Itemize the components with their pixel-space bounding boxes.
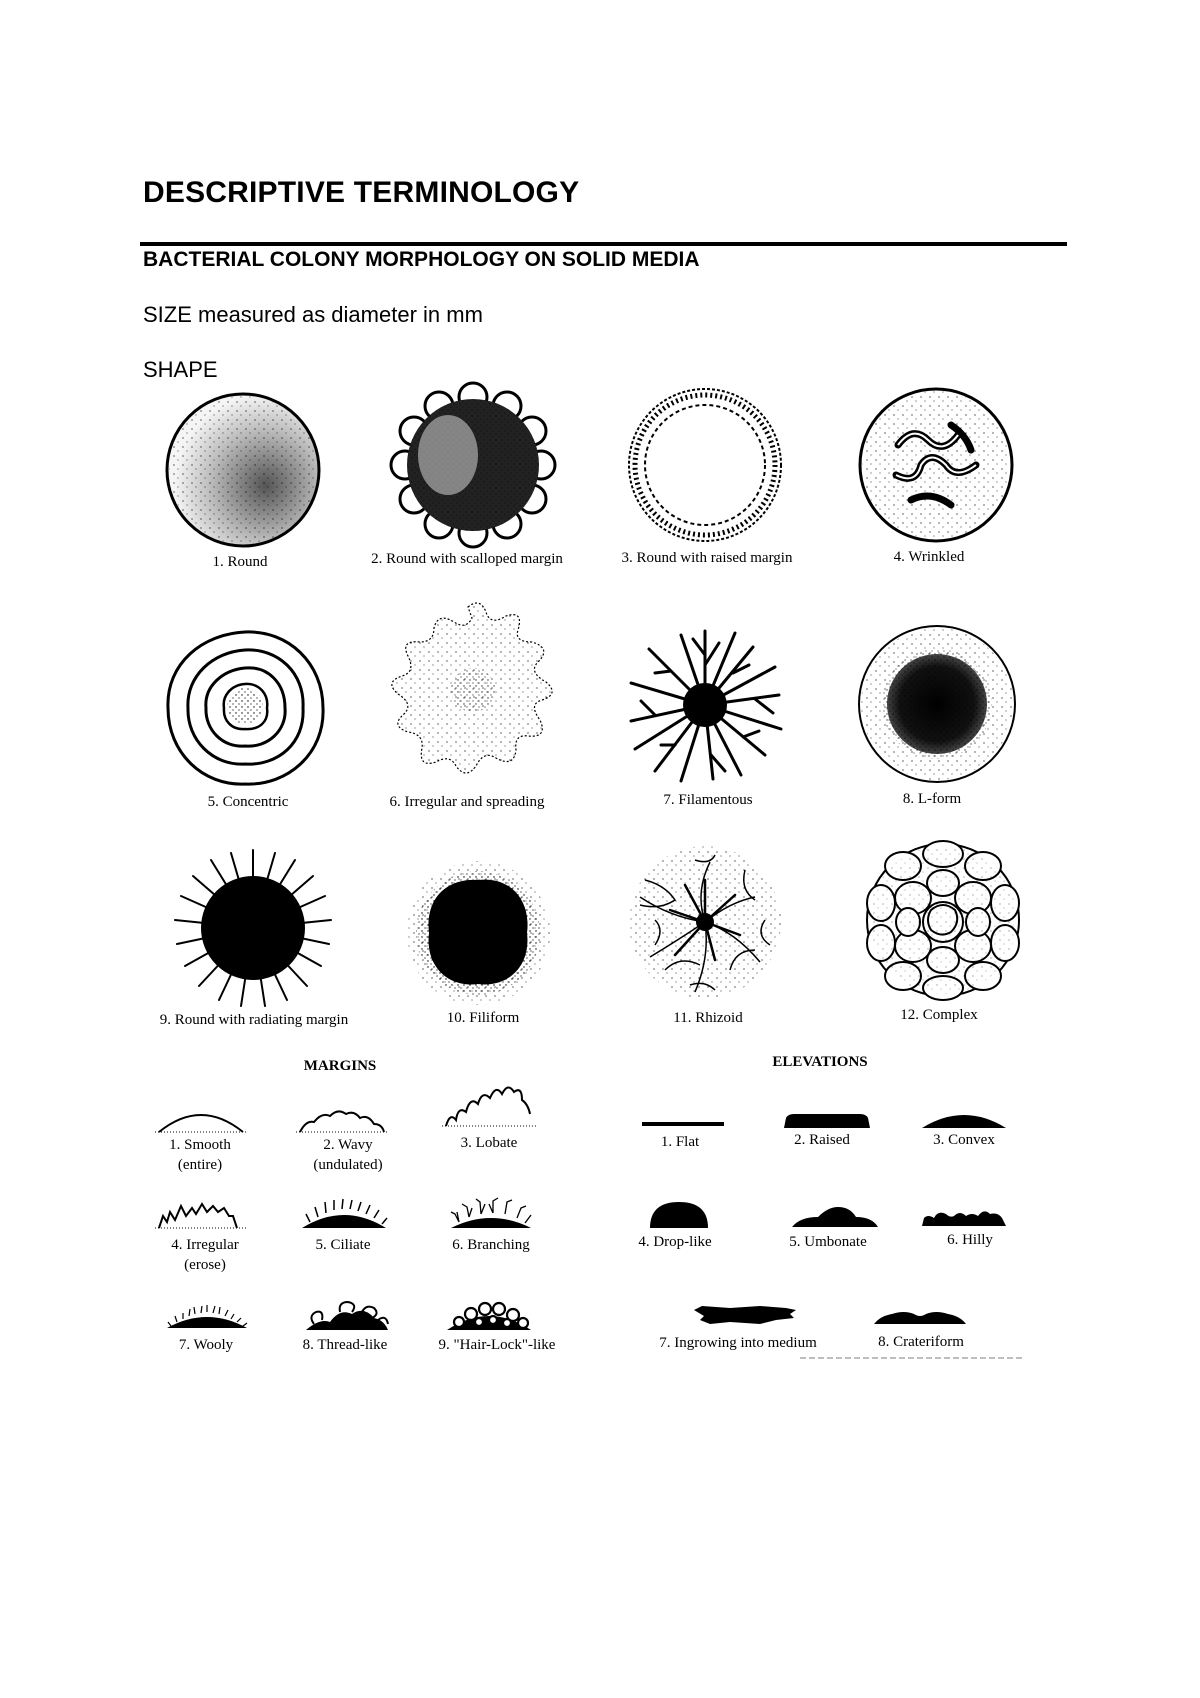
margin-caption-wooly: 7. Wooly bbox=[178, 1337, 234, 1353]
figure-bottom-edge bbox=[800, 1356, 1025, 1360]
margins-heading: MARGINS bbox=[303, 1058, 377, 1074]
margin-smooth-illustration bbox=[155, 1104, 247, 1134]
shape-complex-illustration bbox=[863, 838, 1023, 1003]
elevation-caption-convex: 3. Convex bbox=[933, 1132, 995, 1148]
margin-hair-lock-illustration bbox=[443, 1296, 535, 1332]
page-title: DESCRIPTIVE TERMINOLOGY bbox=[143, 176, 580, 209]
section-subtitle: BACTERIAL COLONY MORPHOLOGY ON SOLID MEDIA bbox=[143, 248, 700, 271]
margin-caption-hair-lock: 9. "Hair-Lock"-like bbox=[438, 1337, 556, 1353]
elevation-caption-umbonate: 5. Umbonate bbox=[789, 1234, 867, 1250]
margin-caption-ciliate: 5. Ciliate bbox=[315, 1237, 371, 1253]
shape-caption-filamentous: 7. Filamentous bbox=[663, 792, 753, 808]
margin-caption-lobate: 3. Lobate bbox=[460, 1135, 518, 1151]
elevation-caption-crateriform: 8. Crateriform bbox=[878, 1334, 964, 1350]
elevation-caption-ingrowing: 7. Ingrowing into medium bbox=[659, 1335, 817, 1351]
elevation-hilly-illustration bbox=[920, 1208, 1008, 1228]
margin-ciliate-illustration bbox=[298, 1198, 390, 1230]
elevation-caption-hilly: 6. Hilly bbox=[947, 1232, 993, 1248]
elevation-ingrowing-illustration bbox=[690, 1302, 800, 1328]
shape-caption-concentric: 5. Concentric bbox=[207, 794, 289, 810]
shape-caption-round: 1. Round bbox=[212, 554, 268, 570]
elevation-crateriform-illustration bbox=[872, 1306, 968, 1326]
elevation-caption-drop-like: 4. Drop-like bbox=[638, 1234, 712, 1250]
margin-thread-like-illustration bbox=[300, 1300, 392, 1332]
shape-raised-margin-illustration bbox=[625, 385, 785, 545]
title-divider bbox=[140, 242, 1067, 246]
margin-wavy-illustration bbox=[296, 1104, 388, 1134]
shape-irregular-spreading-illustration bbox=[373, 595, 568, 785]
shape-caption-raised-margin: 3. Round with raised margin bbox=[621, 550, 793, 566]
shape-l-form-illustration bbox=[856, 623, 1018, 785]
margin-caption-thread-like: 8. Thread-like bbox=[302, 1337, 388, 1353]
elevation-convex-illustration bbox=[920, 1108, 1008, 1130]
shape-caption-scalloped: 2. Round with scalloped margin bbox=[371, 551, 563, 567]
elevation-caption-raised: 2. Raised bbox=[794, 1132, 850, 1148]
shape-round-illustration bbox=[163, 390, 323, 550]
margin-caption-irregular: 4. Irregular (erose) bbox=[171, 1237, 239, 1273]
shape-caption-wrinkled: 4. Wrinkled bbox=[893, 549, 965, 565]
elevation-raised-illustration bbox=[782, 1112, 872, 1130]
shape-caption-irregular-spreading: 6. Irregular and spreading bbox=[389, 794, 545, 810]
elevation-drop-like-illustration bbox=[648, 1200, 710, 1230]
elevations-heading: ELEVATIONS bbox=[772, 1054, 868, 1070]
elevation-flat-illustration bbox=[640, 1118, 726, 1130]
shape-caption-complex: 12. Complex bbox=[900, 1007, 978, 1023]
margin-caption-smooth: 1. Smooth (entire) bbox=[169, 1137, 231, 1173]
margin-caption-wavy: 2. Wavy (undulated) bbox=[313, 1137, 383, 1173]
shape-caption-filiform: 10. Filiform bbox=[446, 1010, 520, 1026]
shape-caption-radiating-margin: 9. Round with radiating margin bbox=[159, 1012, 349, 1028]
shape-wrinkled-illustration bbox=[856, 385, 1016, 545]
margin-wooly-illustration bbox=[163, 1304, 251, 1330]
shape-scalloped-illustration bbox=[393, 385, 553, 545]
shape-heading: SHAPE bbox=[143, 357, 218, 382]
shape-caption-l-form: 8. L-form bbox=[902, 791, 962, 807]
margin-caption-branching: 6. Branching bbox=[452, 1237, 530, 1253]
shape-filiform-illustration bbox=[403, 858, 553, 1008]
size-description: SIZE measured as diameter in mm bbox=[143, 302, 483, 327]
shape-filamentous-illustration bbox=[625, 625, 785, 785]
shape-caption-rhizoid: 11. Rhizoid bbox=[673, 1010, 743, 1026]
margin-lobate-illustration bbox=[442, 1094, 537, 1130]
margin-irregular-illustration bbox=[155, 1200, 247, 1230]
shape-rhizoid-illustration bbox=[625, 840, 785, 1005]
margin-branching-illustration bbox=[445, 1198, 537, 1230]
shape-radiating-margin-illustration bbox=[173, 848, 333, 1008]
elevation-caption-flat: 1. Flat bbox=[660, 1134, 700, 1150]
shape-concentric-illustration bbox=[163, 628, 328, 788]
elevation-umbonate-illustration bbox=[790, 1205, 880, 1229]
